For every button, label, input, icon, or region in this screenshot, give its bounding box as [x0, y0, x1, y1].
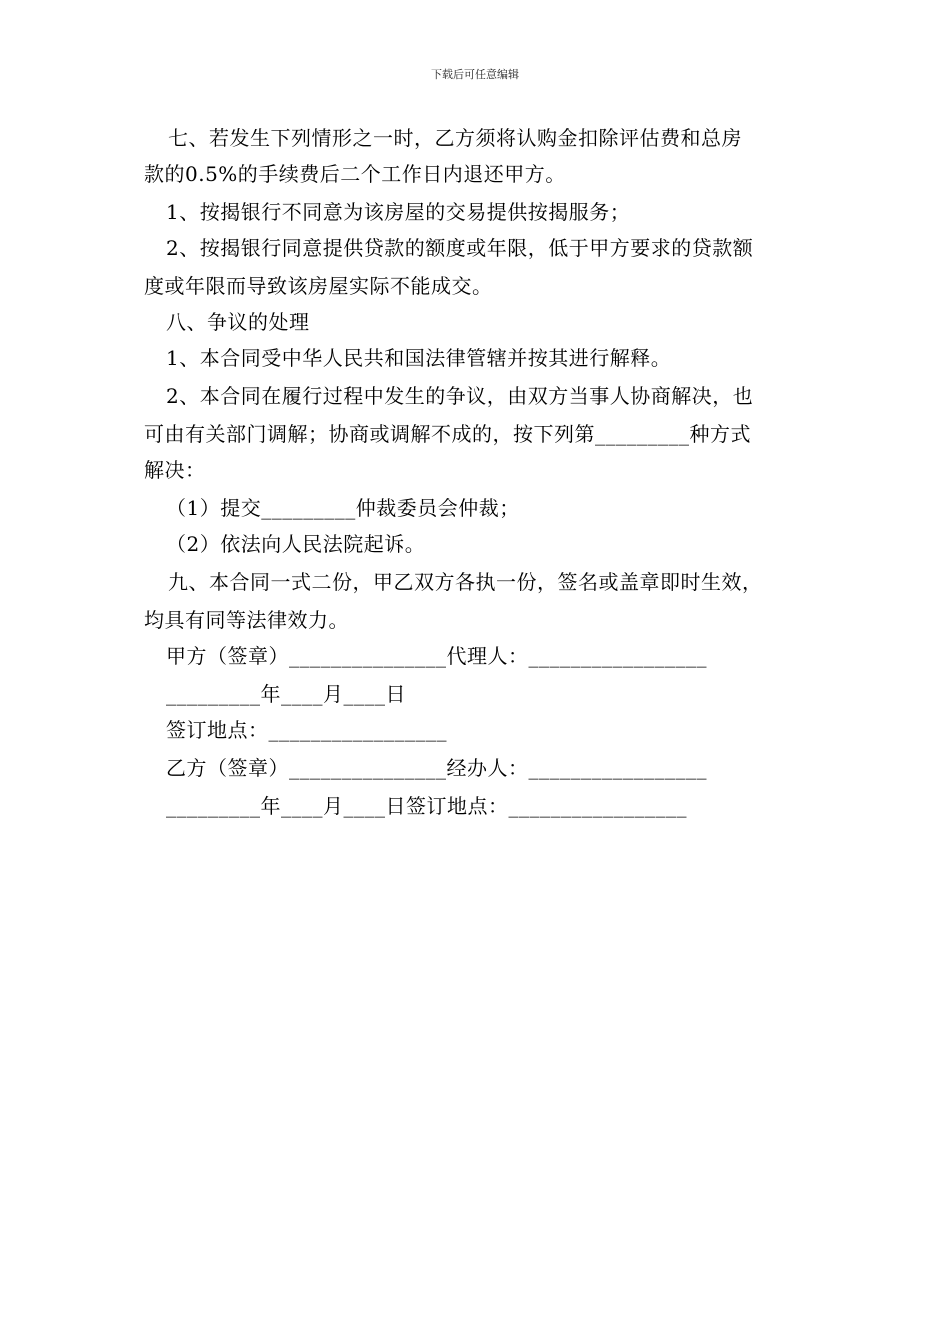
clause-7-item-2-line-2: 度或年限而导致该房屋实际不能成交。: [144, 274, 493, 298]
clause-9-line-2: 均具有同等法律效力。: [144, 608, 349, 632]
party-a-place-line: 签订地点：_________________: [166, 718, 447, 742]
party-a-date-line: _________年____月____日: [166, 682, 406, 706]
party-a-signature-line: 甲方（签章）_______________代理人：_________________: [166, 644, 707, 668]
clause-8-item-2-line-3: 解决：: [144, 458, 206, 482]
clause-8-item-2-line-2: 可由有关部门调解；协商或调解不成的，按下列第_________种方式: [144, 422, 751, 446]
party-b-signature-line: 乙方（签章）_______________经办人：_________________: [166, 756, 707, 780]
clause-8-item-1: 1、本合同受中华人民共和国法律管辖并按其进行解释。: [166, 346, 672, 370]
clause-7-line-1: 七、若发生下列情形之一时，乙方须将认购金扣除评估费和总房: [168, 126, 742, 150]
clause-8-heading: 八、争议的处理: [166, 310, 310, 334]
clause-7-item-1: 1、按揭银行不同意为该房屋的交易提供按揭服务；: [166, 200, 631, 224]
clause-7-item-2-line-1: 2、按揭银行同意提供贷款的额度或年限，低于甲方要求的贷款额: [166, 236, 754, 260]
page-header-note: 下载后可任意编辑: [431, 68, 519, 81]
option-1-arbitration: （1）提交_________仲裁委员会仲裁；: [166, 496, 520, 520]
clause-7-line-2: 款的0.5%的手续费后二个工作日内退还甲方。: [144, 162, 566, 186]
clause-9-line-1: 九、本合同一式二份，甲乙双方各执一份，签名或盖章即时生效，: [168, 570, 763, 594]
party-b-date-place-line: _________年____月____日签订地点：_________________: [166, 794, 687, 818]
option-2-court: （2）依法向人民法院起诉。: [166, 532, 426, 556]
clause-8-item-2-line-1: 2、本合同在履行过程中发生的争议，由双方当事人协商解决，也: [166, 384, 754, 408]
